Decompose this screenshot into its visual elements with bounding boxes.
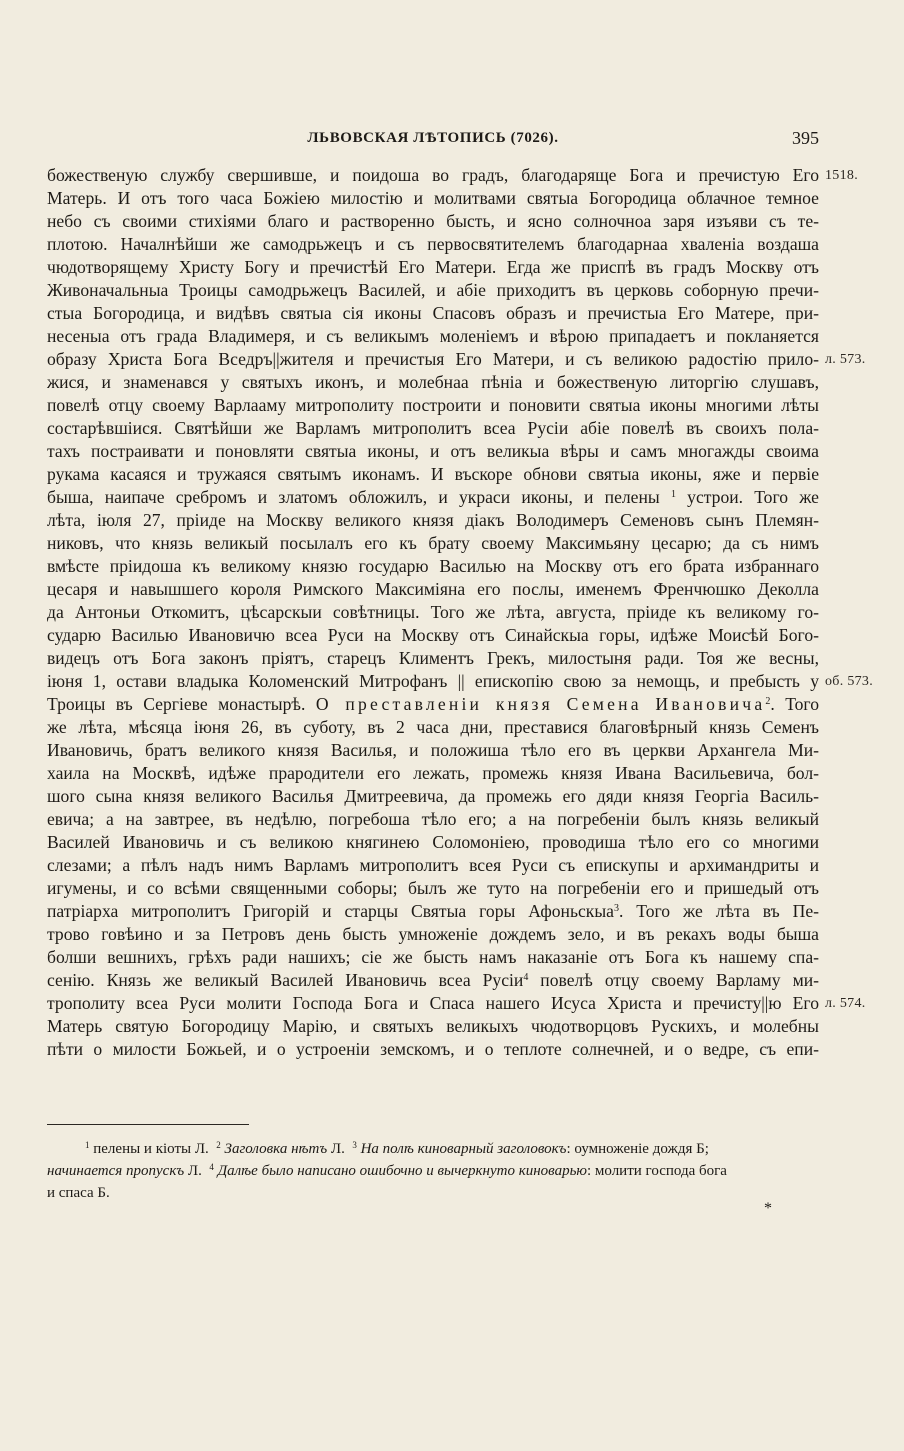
footnote-ref: 1 xyxy=(670,489,676,500)
footnote-line xyxy=(47,1138,819,1160)
text-line xyxy=(47,670,874,693)
text-line: слезами; а пѣлъ надъ нимъ Варламъ митрополитъ всея Руси съ епискупы и архимандриты и xyxy=(47,855,819,875)
line-text: сенію. Князь же великый Василей Ивановичь всеа Русіи xyxy=(47,970,524,990)
footnote-text: На полѣ киноварный заголовокъ xyxy=(360,1141,567,1157)
text-line: же лѣта, мѣсяца іюня 26, въ суботу, въ 2 часа дни, преставися благовѣрный князь Семенъ xyxy=(47,717,819,737)
footnote-text: Далѣе было написано ошибочно и вычеркнуто киноварью xyxy=(217,1163,587,1179)
text-line xyxy=(47,992,866,1015)
footnote-marker: 4 xyxy=(209,1162,214,1172)
footnote-line xyxy=(47,1160,819,1182)
line-text: быша, наипаче сребромъ и златомъ обложилъ, и украси иконы, и пелены xyxy=(47,487,660,507)
line-text: іюня 1, остави владыка Коломенский Митрофанъ || епископію свою за немощь, и пребысть у xyxy=(47,671,819,691)
footnote-ref: 4 xyxy=(523,972,529,983)
text-line: небо съ своими стихіями благо и растворенно бысть, и ясно солночноа заря изъяви съ те- xyxy=(47,211,819,231)
line-text: божественую службу свершивше, и поидоша во градъ, благодаряще Бога и пречистую Его xyxy=(47,165,819,185)
footnote-text: Заголовка нѣтъ xyxy=(224,1141,328,1157)
text-line xyxy=(47,486,819,509)
footnote-text: начинается пропускъ xyxy=(47,1163,185,1179)
text-line xyxy=(47,900,819,923)
section-heading: О преставленіи князя Семена Ивановича xyxy=(315,694,766,714)
margin-note-folio: об. 573. xyxy=(825,674,874,689)
footnote-marker: 2 xyxy=(216,1140,221,1150)
text-line: жися, и знаменався у святыхъ иконъ, и молебнаа пѣніа и божественую литоргію слушавъ, xyxy=(47,372,819,392)
footnote-text: : молити господа бога xyxy=(586,1163,727,1179)
footnote-text: : оумноженіе дождя Б; xyxy=(566,1141,709,1157)
running-head xyxy=(47,130,819,154)
text-line: стыа Богородица, и видѣвъ святыа сія иконы Спасовъ образъ и пречистыа Его Матере, при- xyxy=(47,303,819,323)
footnote-line: и спаса Б. xyxy=(47,1185,110,1201)
footnote-marker: 3 xyxy=(352,1140,357,1150)
text-line: Матерь святую Богородицу Марію, и святыхъ великыхъ чюдотворцовъ Рускихъ, и молебны xyxy=(47,1016,819,1036)
text-line xyxy=(47,348,866,371)
text-line: лѣта, іюля 27, пріиде на Москву великого князя діакъ Володимеръ Семеновъ сынъ Племян- xyxy=(47,510,819,530)
footnotes xyxy=(47,1138,819,1204)
line-text: трополиту всеа Руси молити Господа Бога и Спаса нашего Исуса Христа и пречисту||ю Его xyxy=(47,993,819,1013)
text-line xyxy=(47,693,819,716)
text-line: евича; а на завтрее, въ недѣлю, погребоша тѣло его; а на погребеніи былъ князь великый xyxy=(47,809,819,829)
text-line xyxy=(47,164,858,187)
footnote-ref: 2 xyxy=(765,696,771,707)
text-line: Матерь. И отъ того часа Божіею милостію и молитвами святыа Богородица облачное темное xyxy=(47,188,819,208)
footnote-rule xyxy=(47,1124,249,1125)
margin-note-year: 1518. xyxy=(825,168,858,183)
text-line: повелѣ отцу своему Варлааму митрополиту построити и поновити святыа иконы многими лѣты xyxy=(47,395,819,415)
text-line: несеныа отъ града Владимеря, и съ великымъ моленіемъ и вѣрою припадаетъ и покланяется xyxy=(47,326,819,346)
text-line: болши вешнихъ, грѣхъ ради нашихъ; сіе же бысть намъ наказаніе отъ Бога къ нашему спа- xyxy=(47,947,819,967)
text-line: плотою. Началнѣйши же самодрьжецъ и съ первосвятителемъ благодарнаа хваленіа воздаша xyxy=(47,234,819,254)
line-text: патріарха митрополитъ Григорій и старцы Святыа горы Афоньскыа xyxy=(47,901,614,921)
text-line: Живоначальныа Троицы самодрьжецъ Василей, и абіе приходитъ въ церковь соборную пречи- xyxy=(47,280,819,300)
text-line: состарѣвшіися. Святѣйши же Варламъ митрополитъ всеа Русіи абіе повелѣ въ своихъ пола- xyxy=(47,418,819,438)
line-text: устрои. Того же xyxy=(687,487,819,507)
text-line: шого сына князя великого Василья Дмитреевича, да промежь его дяди князя Георгіа Василь- xyxy=(47,786,819,806)
text-line: рукама касаяся и тружаяся святымъ иконамъ. И въскоре обнови святыа иконы, яже и первіе xyxy=(47,464,819,484)
page-number: 395 xyxy=(792,128,819,148)
asterisk-mark: * xyxy=(764,1200,772,1217)
line-text: . Того xyxy=(770,694,820,714)
text-line: тахъ постраивати и поновляти святыа иконы, и отъ великыа вѣры и самъ многажды своима xyxy=(47,441,819,461)
line-text: . Того же лѣта въ Пе- xyxy=(618,901,819,921)
text-line: чюдотворящему Христу Богу и пречистѣй Его Матери. Егда же приспѣ въ градъ Москву отъ xyxy=(47,257,819,277)
text-line: хаила на Москвѣ, идѣже прародители его лежать, промежь князя Ивана Васильевича, бол- xyxy=(47,763,819,783)
text-line xyxy=(47,969,819,992)
footnote-text: Л. xyxy=(330,1141,345,1157)
footnote-text: пелены и кіоты Л. xyxy=(93,1141,209,1157)
text-line: трово говѣино и за Петровъ день бысть умноженіе дождемъ зело, и въ рекахъ воды быша xyxy=(47,924,819,944)
line-text: образу Христа Бога Вседръ||жителя и пречистыя Его Матери, и съ великою радостію прило- xyxy=(47,349,819,369)
text-line: цесаря и навышшего короля Римского Максиміяна его послы, именемъ Френчюшко Деколла xyxy=(47,579,819,599)
body-text xyxy=(47,164,874,1061)
footnote-marker: 1 xyxy=(85,1140,90,1150)
running-title: ЛЬВОВСКАЯ ЛѢТОПИСЬ (7026). xyxy=(307,130,559,146)
margin-note-folio: л. 573. xyxy=(825,352,866,367)
text-line: Ивановичь, братъ великого князя Василья, и положиша тѣло его въ церкви Архангела Ми- xyxy=(47,740,819,760)
text-line: сударю Василью Ивановичю всеа Руси на Москву отъ Синайскыа горы, идѣже Моисѣй Бого- xyxy=(47,625,819,645)
line-text: повелѣ отцу своему Варламу ми- xyxy=(540,970,819,990)
text-line: Василей Ивановичь и съ великою княгинею Соломоніею, проводиша тѣло его со многими xyxy=(47,832,819,852)
text-line: вмѣсте пріидоша къ великому князю государю Василью на Москву отъ его брата избраннаго xyxy=(47,556,819,576)
margin-note-folio: л. 574. xyxy=(825,996,866,1011)
text-line: да Антоньи Откомитъ, цѣсарскыи совѣтницы. Того же лѣта, августа, пріиде къ великому го- xyxy=(47,602,819,622)
text-line: никовъ, что князь великый посылалъ его къ брату своему Максимьяну цесарю; да съ нимъ xyxy=(47,533,819,553)
footnote-text: Л. xyxy=(187,1163,202,1179)
text-line: игумены, и со всѣми священными соборы; былъ же туто на погребеніи его и пришедый отъ xyxy=(47,878,819,898)
text-line: видецъ отъ Бога законъ пріятъ, старецъ Климентъ Грекъ, милостыня ради. Тоя же весны, xyxy=(47,648,819,668)
text-line: пѣти о милости Божьей, и о устроеніи земскомъ, и о теплоте солнечней, и о ведре, съ епи- xyxy=(47,1039,819,1059)
footnote-ref: 3 xyxy=(613,903,619,914)
line-text: Троицы въ Сергіеве монастырѣ. xyxy=(47,694,306,714)
